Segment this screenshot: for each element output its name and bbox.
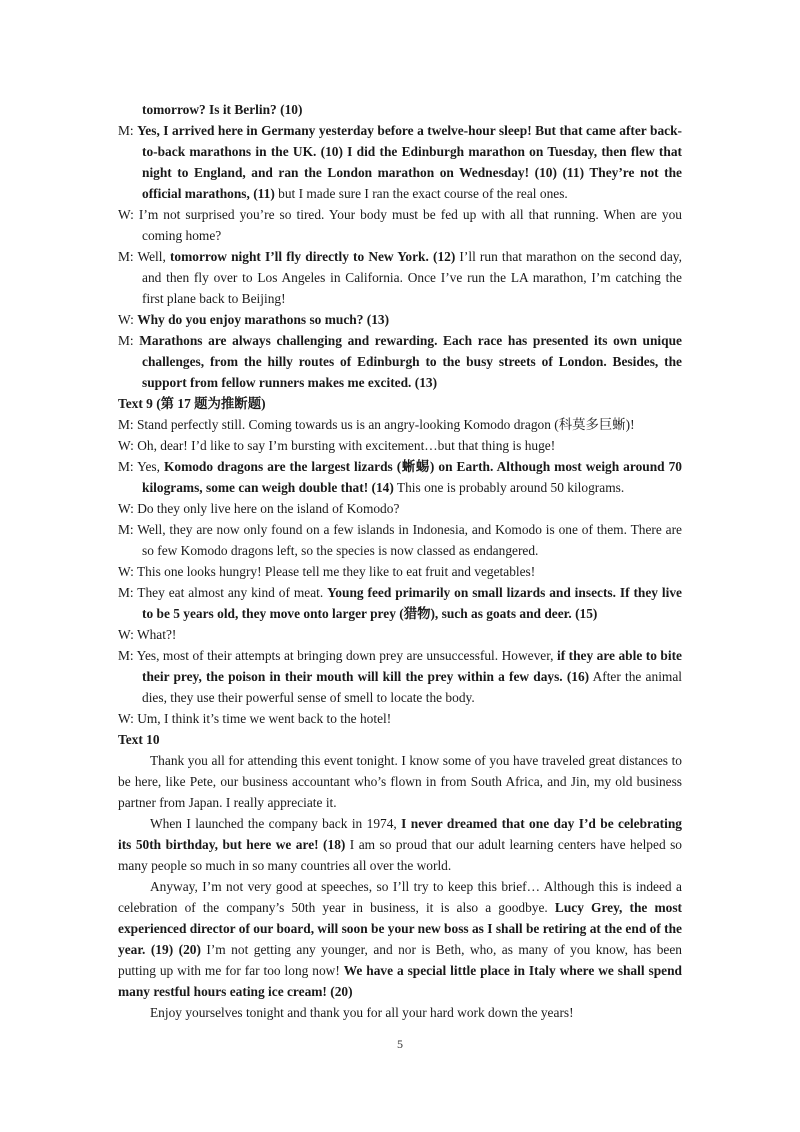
text: I’m not getting any younger, and nor is Beth, who, as many of you know, has been putting up with me for far too long now! (118, 942, 682, 978)
bold-text: Lucy Grey, the most experienced director of our board, will soon be your new boss as I shall be retiring at the end of the year. (19) (20) (118, 900, 682, 957)
text: After the animal dies, they use their powerful sense of smell to locate the body. (142, 669, 682, 705)
paragraph (118, 1002, 682, 1023)
dialogue-line (118, 414, 682, 435)
dialogue-line (118, 624, 682, 645)
text: W: (118, 312, 138, 327)
dialogue-line (118, 246, 682, 309)
text: M: (118, 123, 138, 138)
dialogue-line (118, 330, 682, 393)
bold-text: Yes, I arrived here in Germany yesterday before a twelve-hour sleep! But that came after back-to-back marathons in the UK. (10) I did the Edinburgh marathon on Tuesday, then flew that night to England, and ran the London marathon on Wednesday! (10) (11) They’re not the official marathons, (11) (137, 123, 682, 201)
dialogue-line (118, 498, 682, 519)
text: W: Do they only live here on the island of Komodo? (118, 501, 400, 516)
text: Enjoy yourselves tonight and thank you for all your hard work down the years! (150, 1005, 574, 1020)
text: Thank you all for attending this event tonight. I know some of you have traveled great distances to be here, like Pete, our business accountant who’s flown in from South Africa, and Jin, my old business partner from Japan. I really appreciate it. (118, 753, 682, 810)
section-heading (118, 729, 682, 750)
text: M: They eat almost any kind of meat. (118, 585, 328, 600)
bold-text: Text 9 (第 17 题为推断题) (118, 396, 266, 411)
bold-text: We have a special little place in Italy where we shall spend many restful hours eating ice cream! (20) (118, 963, 682, 999)
bold-text: Young feed primarily on small lizards and insects. If they live to be 5 years old, they move onto larger prey (猎物), such as goats and deer. (15) (142, 585, 682, 621)
text: M: Stand perfectly still. Coming towards us is an angry-looking Komodo dragon (科莫多巨蜥)! (118, 417, 635, 432)
document-body (118, 99, 682, 1023)
paragraph (118, 99, 682, 120)
bold-text: I never dreamed that one day I’d be celebrating its 50th birthday, but here we are! (18) (118, 816, 682, 852)
dialogue-line (118, 645, 682, 708)
text: W: I’m not surprised you’re so tired. Your body must be fed up with all that running. When are you coming home? (118, 207, 682, 243)
paragraph (118, 813, 682, 876)
text: M: Well, (118, 249, 170, 264)
bold-text: tomorrow night I’ll fly directly to New York. (12) (169, 249, 456, 264)
bold-text: Why do you enjoy marathons so much? (13) (137, 312, 390, 327)
text: This one is probably around 50 kilograms. (393, 480, 625, 495)
paragraph (118, 876, 682, 1002)
text: W: This one looks hungry! Please tell me they like to eat fruit and vegetables! (118, 564, 536, 579)
bold-text: if they are able to bite their prey, the poison in their mouth will kill the prey within a few days. (16) (142, 648, 682, 684)
dialogue-line (118, 120, 682, 204)
dialogue-line (118, 309, 682, 330)
dialogue-line (118, 204, 682, 246)
text: W: What?! (118, 627, 177, 642)
text: but I made sure I ran the exact course of the real ones. (274, 186, 568, 201)
text: W: Um, I think it’s time we went back to the hotel! (118, 711, 392, 726)
bold-text: tomorrow? Is it Berlin? (10) (142, 102, 303, 117)
text: M: Yes, (118, 459, 164, 474)
dialogue-line (118, 435, 682, 456)
text: M: Well, they are now only found on a few islands in Indonesia, and Komodo is one of them. There are so few Komodo dragons left, so the species is now classed as endangered. (118, 522, 682, 558)
text: M: (118, 333, 140, 348)
bold-text: Text 10 (118, 732, 160, 747)
bold-text: Marathons are always challenging and rewarding. Each race has presented its own unique challenges, from the hilly routes of Edinburgh to the busy streets of London. Besides, the support from fellow runners makes me excited. (13) (139, 333, 682, 390)
text: When I launched the company back in 1974, (150, 816, 402, 831)
dialogue-line (118, 582, 682, 624)
dialogue-line (118, 708, 682, 729)
text: W: Oh, dear! I’d like to say I’m bursting with excitement…but that thing is huge! (118, 438, 556, 453)
section-heading (118, 393, 682, 414)
dialogue-line (118, 561, 682, 582)
page-number: 5 (397, 1037, 403, 1051)
text: Anyway, I’m not very good at speeches, so I’ll try to keep this brief… Although this is indeed a celebration of the company’s 50th year in business, it is also a goodbye. (118, 879, 682, 915)
paragraph (118, 750, 682, 813)
text: M: Yes, most of their attempts at bringing down prey are unsuccessful. However, (118, 648, 557, 663)
text: I am so proud that our adult learning centers have helped so many people so much in so many countries all over the world. (118, 837, 682, 873)
text: I’ll run that marathon on the second day, and then fly over to Los Angeles in California. Once I’ve run the LA marathon, I’m catching the first plane back to Beijing! (142, 249, 682, 306)
dialogue-line (118, 456, 682, 498)
bold-text: Komodo dragons are the largest lizards (蜥蜴) on Earth. Although most weigh around 70 kilograms, some can weigh double that! (14) (142, 459, 682, 495)
dialogue-line (118, 519, 682, 561)
